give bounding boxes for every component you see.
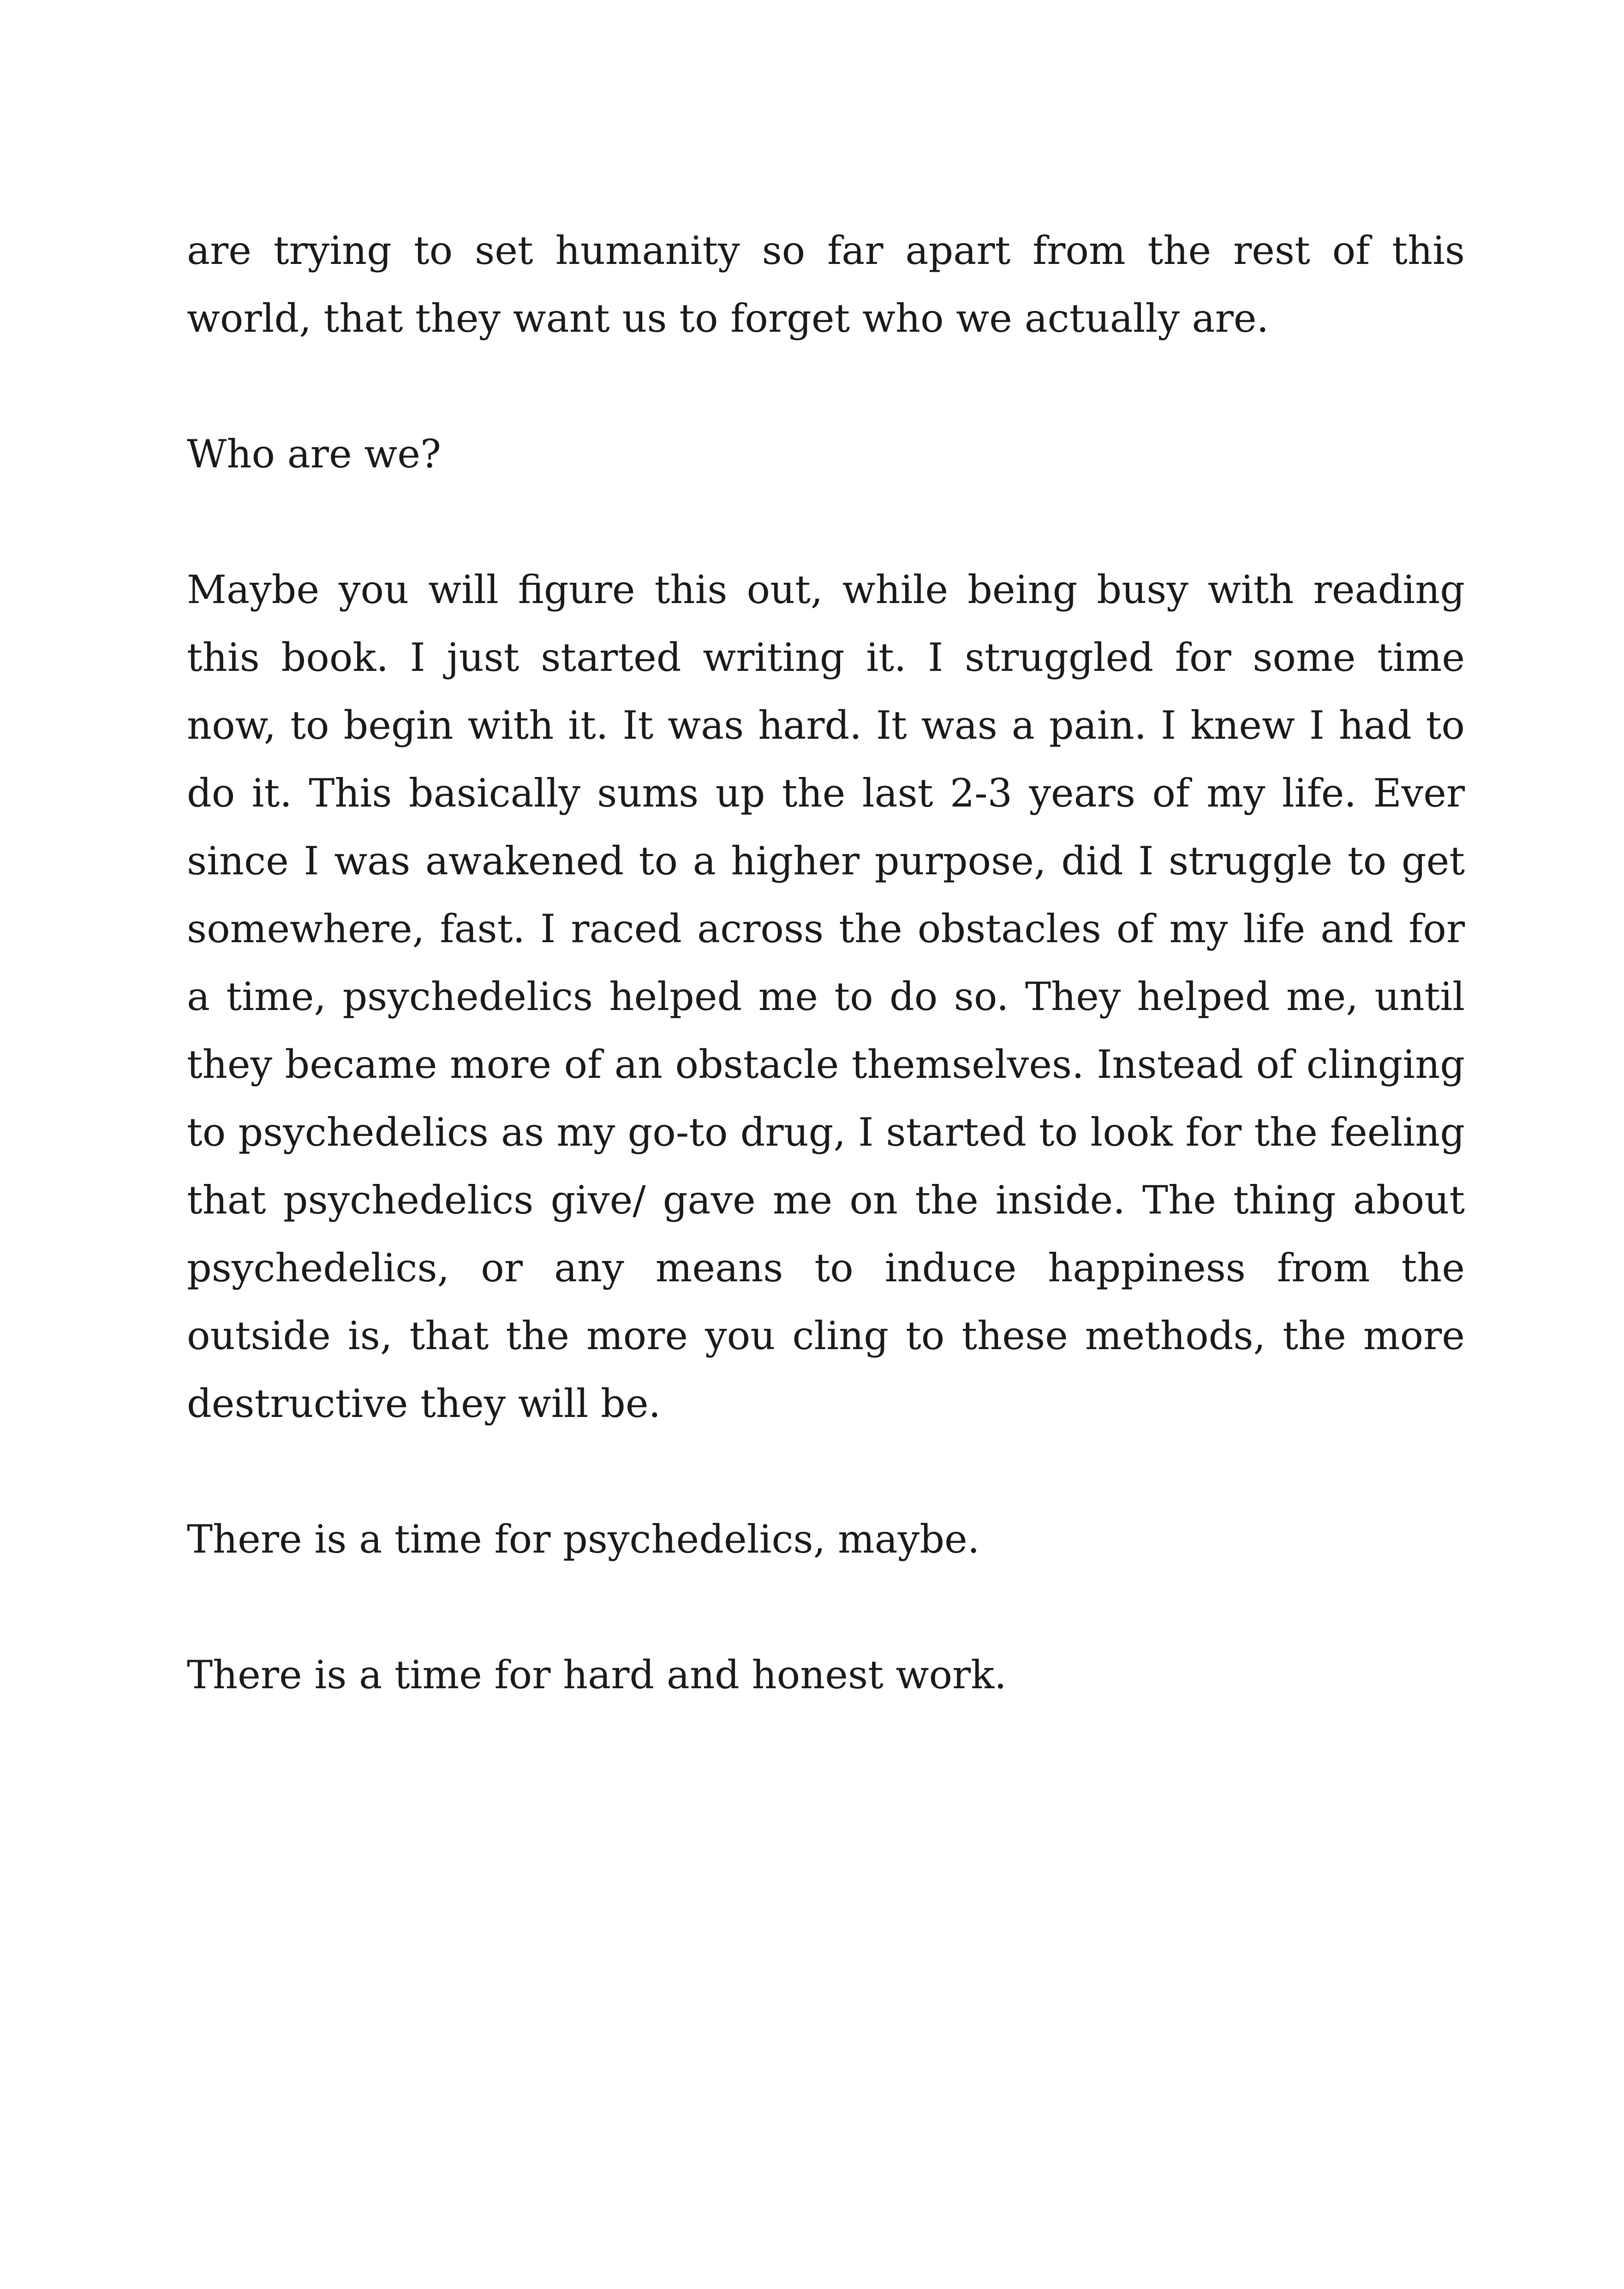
paragraph-main: Maybe you will figure this out, while being busy with reading this book. I just started writing it. I struggled for some time now, to begin with it. It was hard. It was a pain. I knew I had to do it. This basically sums up the last 2-3 years of my life. Ever since I was awakened to a higher purpose, did I struggle to get somewhere, fast. I raced across the obstacles of my life and for a time, psychedelics helped me to do so. They helped me, until they became more of an obstacle themselves. Instead of clinging to psychedelics as my go-to drug, I started to look for the feeling that psychedelics give/ gave me on the inside. The thing about psychedelics, or any means to induce happiness from the outside is, that the more you cling to these methods, the more destructive they will be. [187,567,1465,1426]
paragraph-question: Who are we? [187,431,442,477]
paragraph-continuation: are trying to set humanity so far apart from the rest of this world, that they want us to forget who we actually are. [187,228,1465,341]
paragraph-psychedelics: There is a time for psychedelics, maybe. [187,1517,980,1562]
paragraph-honest-work: There is a time for hard and honest work. [187,1652,1007,1697]
body-text [187,217,1465,1709]
